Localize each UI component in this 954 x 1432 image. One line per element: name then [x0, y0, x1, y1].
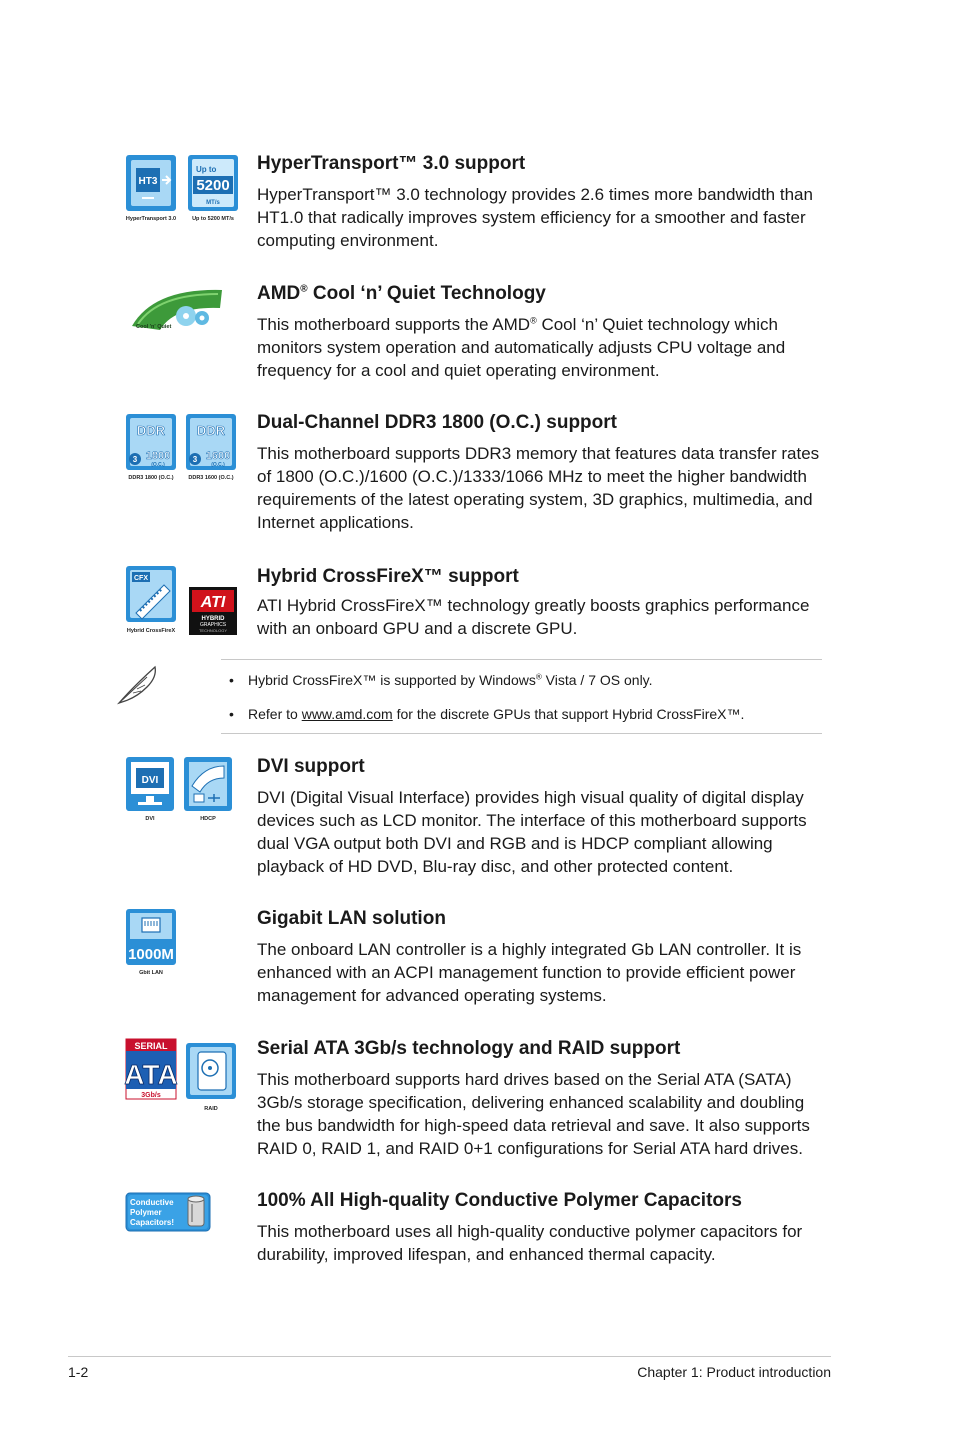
icon-caption: HyperTransport 3.0 [125, 216, 177, 222]
icon-caption: Up to 5200 MT/s [192, 216, 234, 222]
registered-mark: ® [300, 283, 308, 295]
note-text-prefix: Hybrid CrossFireX™ is supported by Windows [248, 672, 536, 688]
section-icons [124, 154, 244, 234]
capacitor-icon [124, 1192, 214, 1234]
icon-caption: HDCP [200, 816, 216, 822]
ddr-gen: 3 [132, 455, 138, 464]
ddr-gen: 3 [192, 455, 198, 464]
oc-label: (O.C.) [151, 462, 165, 468]
ht3-label: HT3 [138, 176, 158, 187]
registered-mark: ® [530, 315, 537, 326]
crossfirex-icon [124, 565, 244, 637]
polymer-label: Polymer [130, 1208, 162, 1217]
cool-n-quiet-label: Cool 'n' Quiet [136, 324, 172, 330]
conductive-label: Conductive [130, 1198, 174, 1207]
icon-caption: RAID [204, 1106, 218, 1112]
chapter-title: Chapter 1: Product introduction [637, 1364, 831, 1380]
section-icons [124, 413, 244, 493]
icon-caption: DVI [145, 816, 155, 822]
amd-link[interactable]: www.amd.com [301, 706, 393, 722]
3gbs-label: 3Gb/s [141, 1092, 161, 1099]
dvi-hdcp-icon [124, 756, 244, 826]
icon-caption: Hybrid CrossFireX [126, 628, 176, 634]
icon-caption: DDR3 1600 (O.C.) [188, 475, 234, 481]
section-icons [124, 1038, 244, 1118]
section-body: This motherboard supports hard drives based on the Serial ATA (SATA) 3Gb/s storage specification, delivering enhanced scalability and doubling the bus bandwidth for high-speed data retrieval and save. It also supports RAID 0, RAID 1, and RAID 0+1 configurations for Serial ATA hard drives. [257, 1070, 810, 1158]
capacitors-label: Capacitors! [130, 1218, 175, 1227]
cool-n-quiet-icon [124, 286, 224, 336]
section-title [257, 282, 546, 306]
section-title: Serial ATA 3Gb/s technology and RAID support [257, 1038, 681, 1059]
note-item [229, 671, 653, 689]
body-suffix: Cool ‘n’ Quiet technology which monitors system operation and automatically adjusts CPU voltage and frequency for a cool and quiet operating environment. [257, 315, 786, 380]
ddr-label: DDR [136, 423, 166, 438]
cfx-label: CFX [134, 575, 148, 582]
technology-label: TECHNOLOGY [198, 628, 228, 633]
section-icons [124, 286, 244, 366]
section-body: The onboard LAN controller is a highly integrated Gb LAN controller. It is enhanced with an ACPI management function to provide efficient power management for advanced operating systems. [257, 940, 802, 1005]
serial-label: SERIAL [134, 1041, 168, 1051]
note-text-suffix: Vista / 7 OS only. [541, 672, 653, 688]
icon-caption: Gbit LAN [139, 970, 163, 976]
feather-pen-icon [113, 663, 163, 707]
ddr-label: DDR [196, 423, 226, 438]
dvi-label: DVI [141, 775, 159, 786]
section-body: HyperTransport™ 3.0 technology provides 2.6 times more bandwidth than HT1.0 that radically improves system efficiency for a smoother and faster computing environment. [257, 185, 813, 250]
note-text-suffix: for the discrete GPUs that support Hybrid CrossFireX™. [392, 706, 745, 722]
section-body [257, 313, 827, 382]
section-body: This motherboard supports DDR3 memory that features data transfer rates of 1800 (O.C.)/1600 (O.C.)/1333/1066 MHz to meet the higher bandwidth requirements of the latest operating system, 3D graphics, multimedia, and Internet applications. [257, 444, 820, 532]
speed-label: 1600 [205, 450, 231, 462]
oc-label: (O.C.) [211, 462, 225, 468]
note-box [221, 659, 822, 734]
ati-logo-text: ATI [200, 594, 226, 611]
section-title: Gigabit LAN solution [257, 908, 446, 929]
section-icons [124, 565, 244, 645]
section-body: DVI (Digital Visual Interface) provides high visual quality of digital display devices such as LCD monitor. The interface of this motherboard supports dual VGA output both DVI and RGB and is HDCP compliant allowing playback of HD DVD, Blu-ray disc, and other protected content. [257, 788, 807, 876]
title-suffix: Cool ‘n’ Quiet Technology [307, 283, 546, 304]
1000m-label: 1000M [128, 946, 174, 963]
footer-divider [68, 1356, 831, 1357]
ata-label: ATA [124, 1059, 178, 1090]
speed-label: 1800 [145, 450, 171, 462]
section-icons [124, 756, 244, 836]
5200-label: 5200 [196, 177, 230, 194]
bullet: • [229, 706, 234, 722]
note-text-prefix: Refer to [248, 706, 302, 722]
body-prefix: This motherboard supports the AMD [257, 315, 531, 334]
bullet: • [229, 672, 234, 688]
page-number: 1-2 [68, 1364, 89, 1380]
hybrid-label: HYBRID [201, 616, 225, 622]
section-title: HyperTransport™ 3.0 support [257, 153, 526, 174]
section-title: Dual-Channel DDR3 1800 (O.C.) support [257, 412, 617, 433]
section-icons [124, 908, 244, 988]
section-title: 100% All High-quality Conductive Polymer Capacitors [257, 1190, 742, 1211]
serial-ata-raid-icon [124, 1038, 244, 1112]
registered-mark: ® [535, 672, 542, 682]
section-icons [124, 1192, 244, 1272]
section-body: This motherboard uses all high-quality conductive polymer capacitors for durability, improved lifespan, and enhanced thermal capacity. [257, 1222, 803, 1264]
hypertransport-icon [124, 154, 244, 226]
gigabit-lan-icon [124, 908, 184, 978]
section-title: DVI support [257, 756, 365, 777]
mts-label: MT/s [206, 200, 220, 206]
icon-caption: DDR3 1800 (O.C.) [128, 475, 174, 481]
title-prefix: AMD [257, 283, 301, 304]
section-title: Hybrid CrossFireX™ support [257, 566, 519, 587]
section-body: ATI Hybrid CrossFireX™ technology greatly boosts graphics performance with an onboard GPU and a discrete GPU. [257, 596, 810, 638]
graphics-label: GRAPHICS [199, 622, 227, 628]
ddr3-icon [124, 413, 244, 485]
note-item [229, 705, 744, 723]
up-to-label: Up to [196, 165, 217, 174]
